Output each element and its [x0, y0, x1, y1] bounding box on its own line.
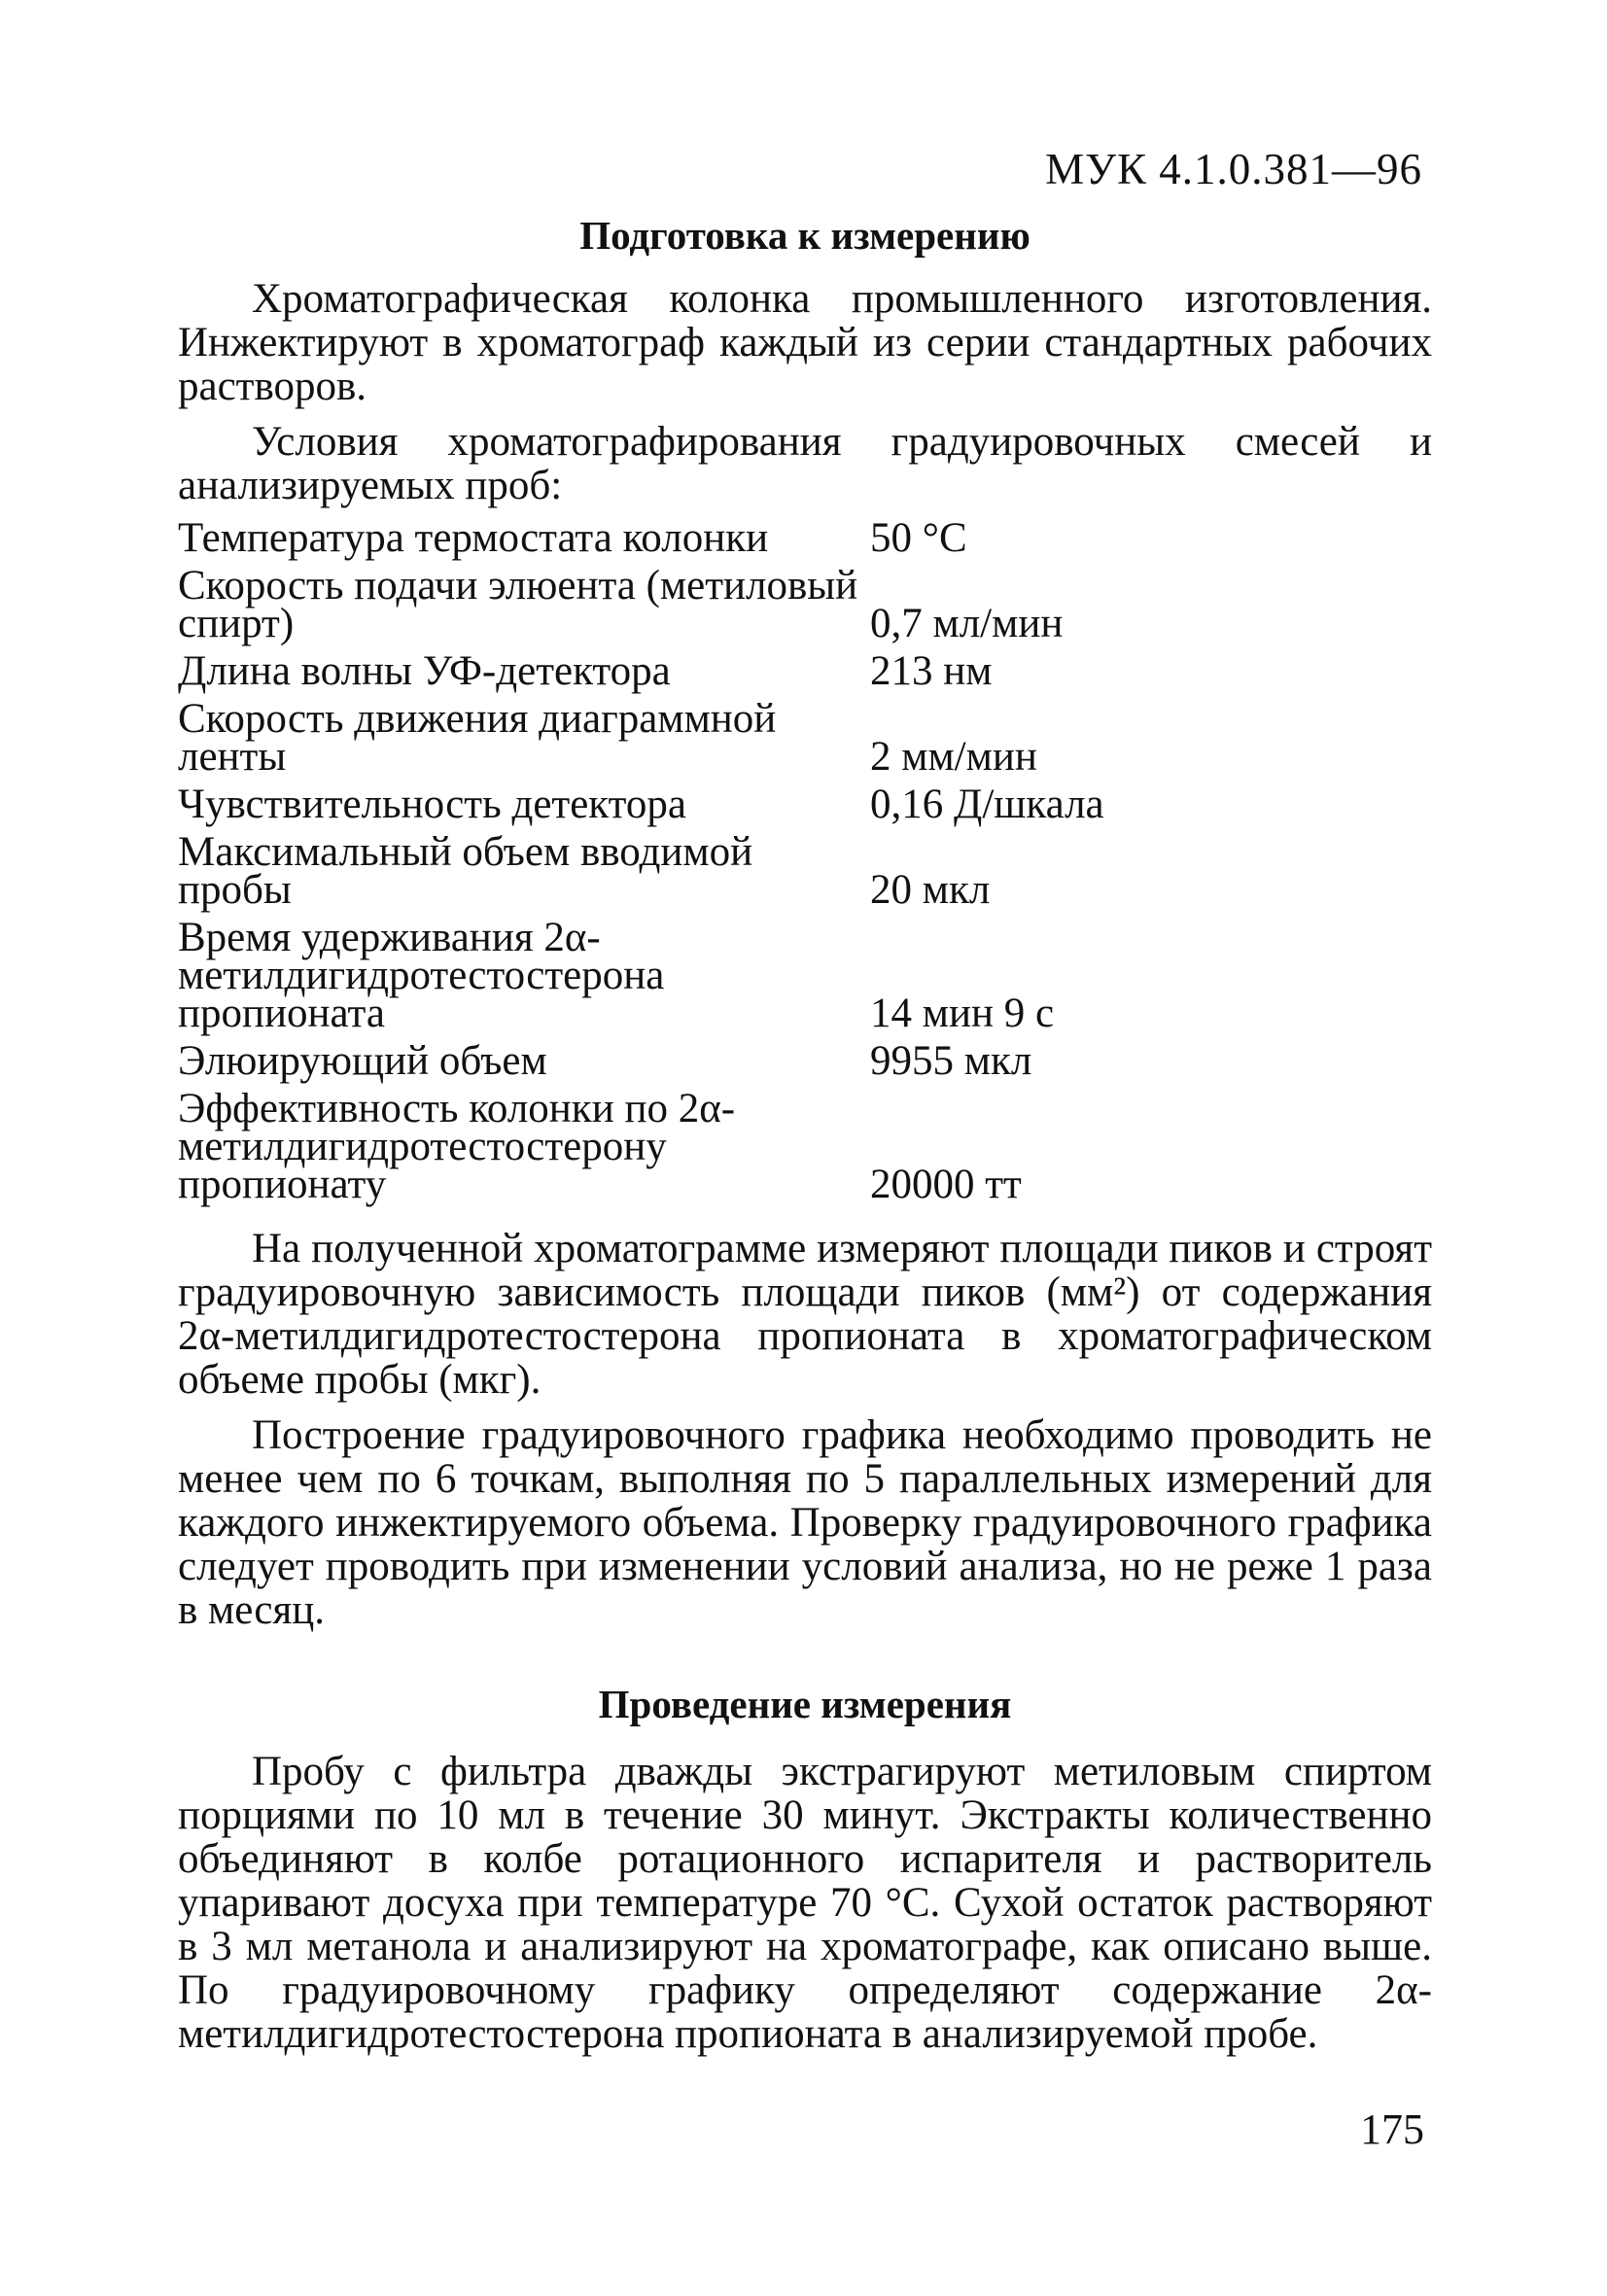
document-code: МУК 4.1.0.381—96 [1045, 145, 1422, 193]
section-heading-preparation: Подготовка к измерению [579, 213, 1031, 258]
condition-value: 9955 мкл [870, 1038, 1032, 1084]
paragraph-calibration-graph: Построение градуировочного графика необходимо проводить не менее чем по 6 точкам, выполняя по 5 параллельных измерений для каждого инжектируемого объема. Проверку градуировочного графика следует проводить при изменении условий анализа, но не реже 1 раза в месяц. [178, 1412, 1432, 1633]
conditions-table [178, 515, 1432, 1213]
paragraph-calibration-dependency: На полученной хроматограмме измеряют площади пиков и строят градуировочную зависимость площади пиков (мм²) от содержания 2α-метилдигидротестостерона пропионата в хроматографическом объеме пробы (мкг). [178, 1226, 1432, 1403]
condition-parameter: Максимальный объем вводимой пробы [178, 829, 753, 913]
condition-value: 213 нм [870, 648, 993, 694]
page-content [178, 214, 1432, 2068]
condition-parameter: Эффективность колонки по 2α-метилдигидротестостерону пропионату [178, 1086, 736, 1207]
condition-value: 20 мкл [870, 867, 991, 913]
condition-row [178, 567, 1432, 652]
condition-value: 50 °С [870, 515, 967, 561]
condition-row [178, 833, 1432, 919]
condition-parameter: Чувствительность детектора [178, 782, 686, 827]
page-number: 175 [1360, 2105, 1424, 2153]
paragraph-conditions-intro: Условия хроматографирования градуировочных смесей и анализируемых проб: [178, 419, 1432, 508]
condition-parameter: Длина волны УФ-детектора [178, 648, 671, 694]
condition-row [178, 652, 1432, 700]
section-heading-measurement: Проведение измерения [598, 1682, 1012, 1726]
condition-value: 20000 тт [870, 1162, 1022, 1207]
condition-parameter: Элюирующий объем [178, 1038, 547, 1084]
paragraph-column-description: Хроматографическая колонка промышленного изготовления. Инжектируют в хроматограф каждый из серии стандартных рабочих растворов. [178, 276, 1432, 409]
condition-value: 0,7 мл/мин [870, 601, 1064, 646]
condition-parameter: Скорость движения диаграммной ленты [178, 696, 777, 780]
condition-parameter: Температура термостата колонки [178, 515, 769, 561]
condition-parameter: Время удерживания 2α-метилдигидротестостерона пропионата [178, 915, 665, 1036]
condition-row [178, 519, 1432, 567]
condition-parameter: Скорость подачи элюента (метиловый спирт) [178, 563, 858, 646]
condition-row [178, 785, 1432, 833]
condition-row [178, 919, 1432, 1042]
condition-row [178, 700, 1432, 785]
condition-value: 0,16 Д/шкала [870, 782, 1104, 827]
condition-row [178, 1042, 1432, 1090]
condition-row [178, 1090, 1432, 1213]
paragraph-measurement-procedure: Пробу с фильтра дважды экстрагируют метиловым спиртом порциями по 10 мл в течение 30 минут. Экстракты количественно объединяют в колбе ротационного испарителя и растворитель упаривают досуха при температуре 70 °С. Сухой остаток растворяют в 3 мл метанола и анализируют на хроматографе, как описано выше. По градуировочному графику определяют содержание 2α-метилдигидротестостерона пропионата в анализируемой пробе. [178, 1749, 1432, 2057]
condition-value: 14 мин 9 с [870, 991, 1055, 1036]
condition-value: 2 мм/мин [870, 734, 1037, 780]
